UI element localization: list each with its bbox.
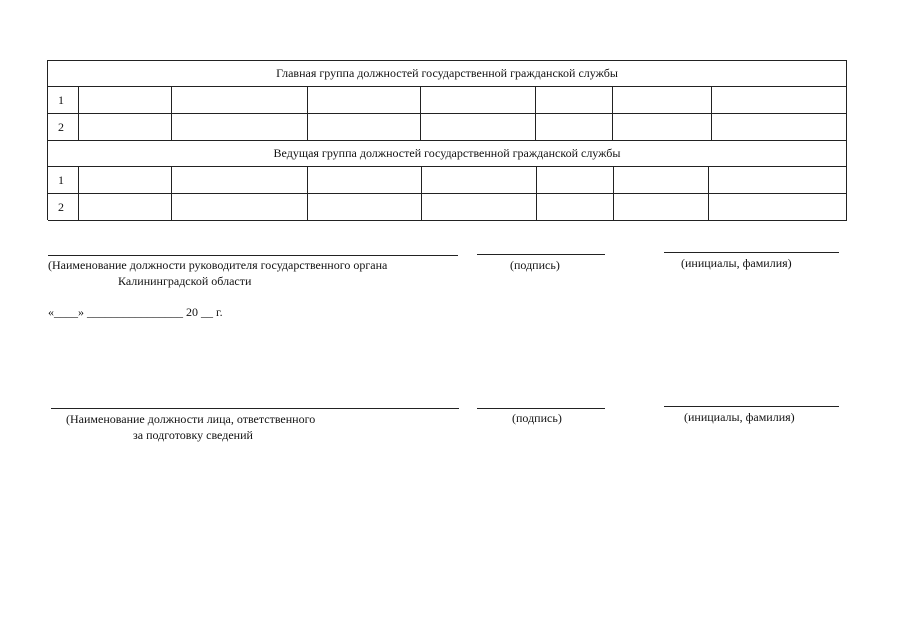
table-cell[interactable] (535, 114, 612, 140)
table-cell[interactable] (535, 87, 612, 113)
table-cell[interactable] (711, 114, 846, 140)
responsible-position-caption: (Наименование должности лица, ответственного (66, 412, 316, 426)
row-number: 1 (58, 172, 64, 187)
responsible-position-caption-details: за подготовку сведений (133, 428, 253, 442)
table-cell[interactable] (307, 87, 420, 113)
responsible-name-line[interactable] (664, 406, 839, 407)
table-cell[interactable] (420, 87, 535, 113)
responsible-position-line[interactable] (51, 408, 459, 409)
table-cell[interactable] (613, 167, 708, 193)
table-cell[interactable] (307, 194, 421, 220)
table-cell[interactable] (536, 194, 613, 220)
table-cell[interactable] (307, 167, 421, 193)
table-row (48, 194, 847, 221)
group-title-leading: Ведущая группа должностей государственной гражданской службы (273, 146, 621, 160)
table-cell[interactable] (78, 194, 171, 220)
responsible-signature-line[interactable] (477, 408, 605, 409)
date-line[interactable]: «____» ________________ 20 __ г. (48, 305, 223, 319)
responsible-signature-caption: (подпись) (512, 411, 562, 425)
group-title-main: Главная группа должностей государственной гражданской службы (276, 66, 618, 80)
table-cell[interactable] (420, 114, 535, 140)
row-number: 2 (58, 119, 64, 134)
positions-table (47, 60, 847, 220)
table-cell[interactable] (708, 167, 846, 193)
table-cell[interactable] (78, 87, 171, 113)
table-cell[interactable] (171, 87, 307, 113)
row-number: 2 (58, 199, 64, 214)
table-cell[interactable] (612, 87, 711, 113)
table-cell[interactable] (421, 194, 536, 220)
group-header-main (48, 61, 847, 87)
head-position-line[interactable] (48, 255, 458, 256)
table-row (48, 114, 847, 141)
table-cell[interactable] (171, 167, 307, 193)
head-signature-caption: (подпись) (510, 258, 560, 272)
table-cell[interactable] (171, 114, 307, 140)
head-name-line[interactable] (664, 252, 839, 253)
table-cell[interactable] (612, 114, 711, 140)
table-cell[interactable] (613, 194, 708, 220)
table-cell[interactable] (78, 167, 171, 193)
row-number: 1 (58, 92, 64, 107)
head-name-caption: (инициалы, фамилия) (681, 256, 792, 270)
table-cell[interactable] (711, 87, 846, 113)
table-cell[interactable] (708, 194, 846, 220)
table-cell[interactable] (536, 167, 613, 193)
table-cell[interactable] (78, 114, 171, 140)
table-cell[interactable] (307, 114, 420, 140)
table-row (48, 87, 847, 114)
head-signature-line[interactable] (477, 254, 605, 255)
group-header-leading (48, 141, 847, 167)
head-position-caption: (Наименование должности руководителя государственного органа (48, 258, 388, 272)
table-cell[interactable] (171, 194, 307, 220)
head-position-caption-region: Калининградской области (118, 274, 252, 288)
table-row (48, 167, 847, 194)
table-cell[interactable] (421, 167, 536, 193)
responsible-name-caption: (инициалы, фамилия) (684, 410, 795, 424)
